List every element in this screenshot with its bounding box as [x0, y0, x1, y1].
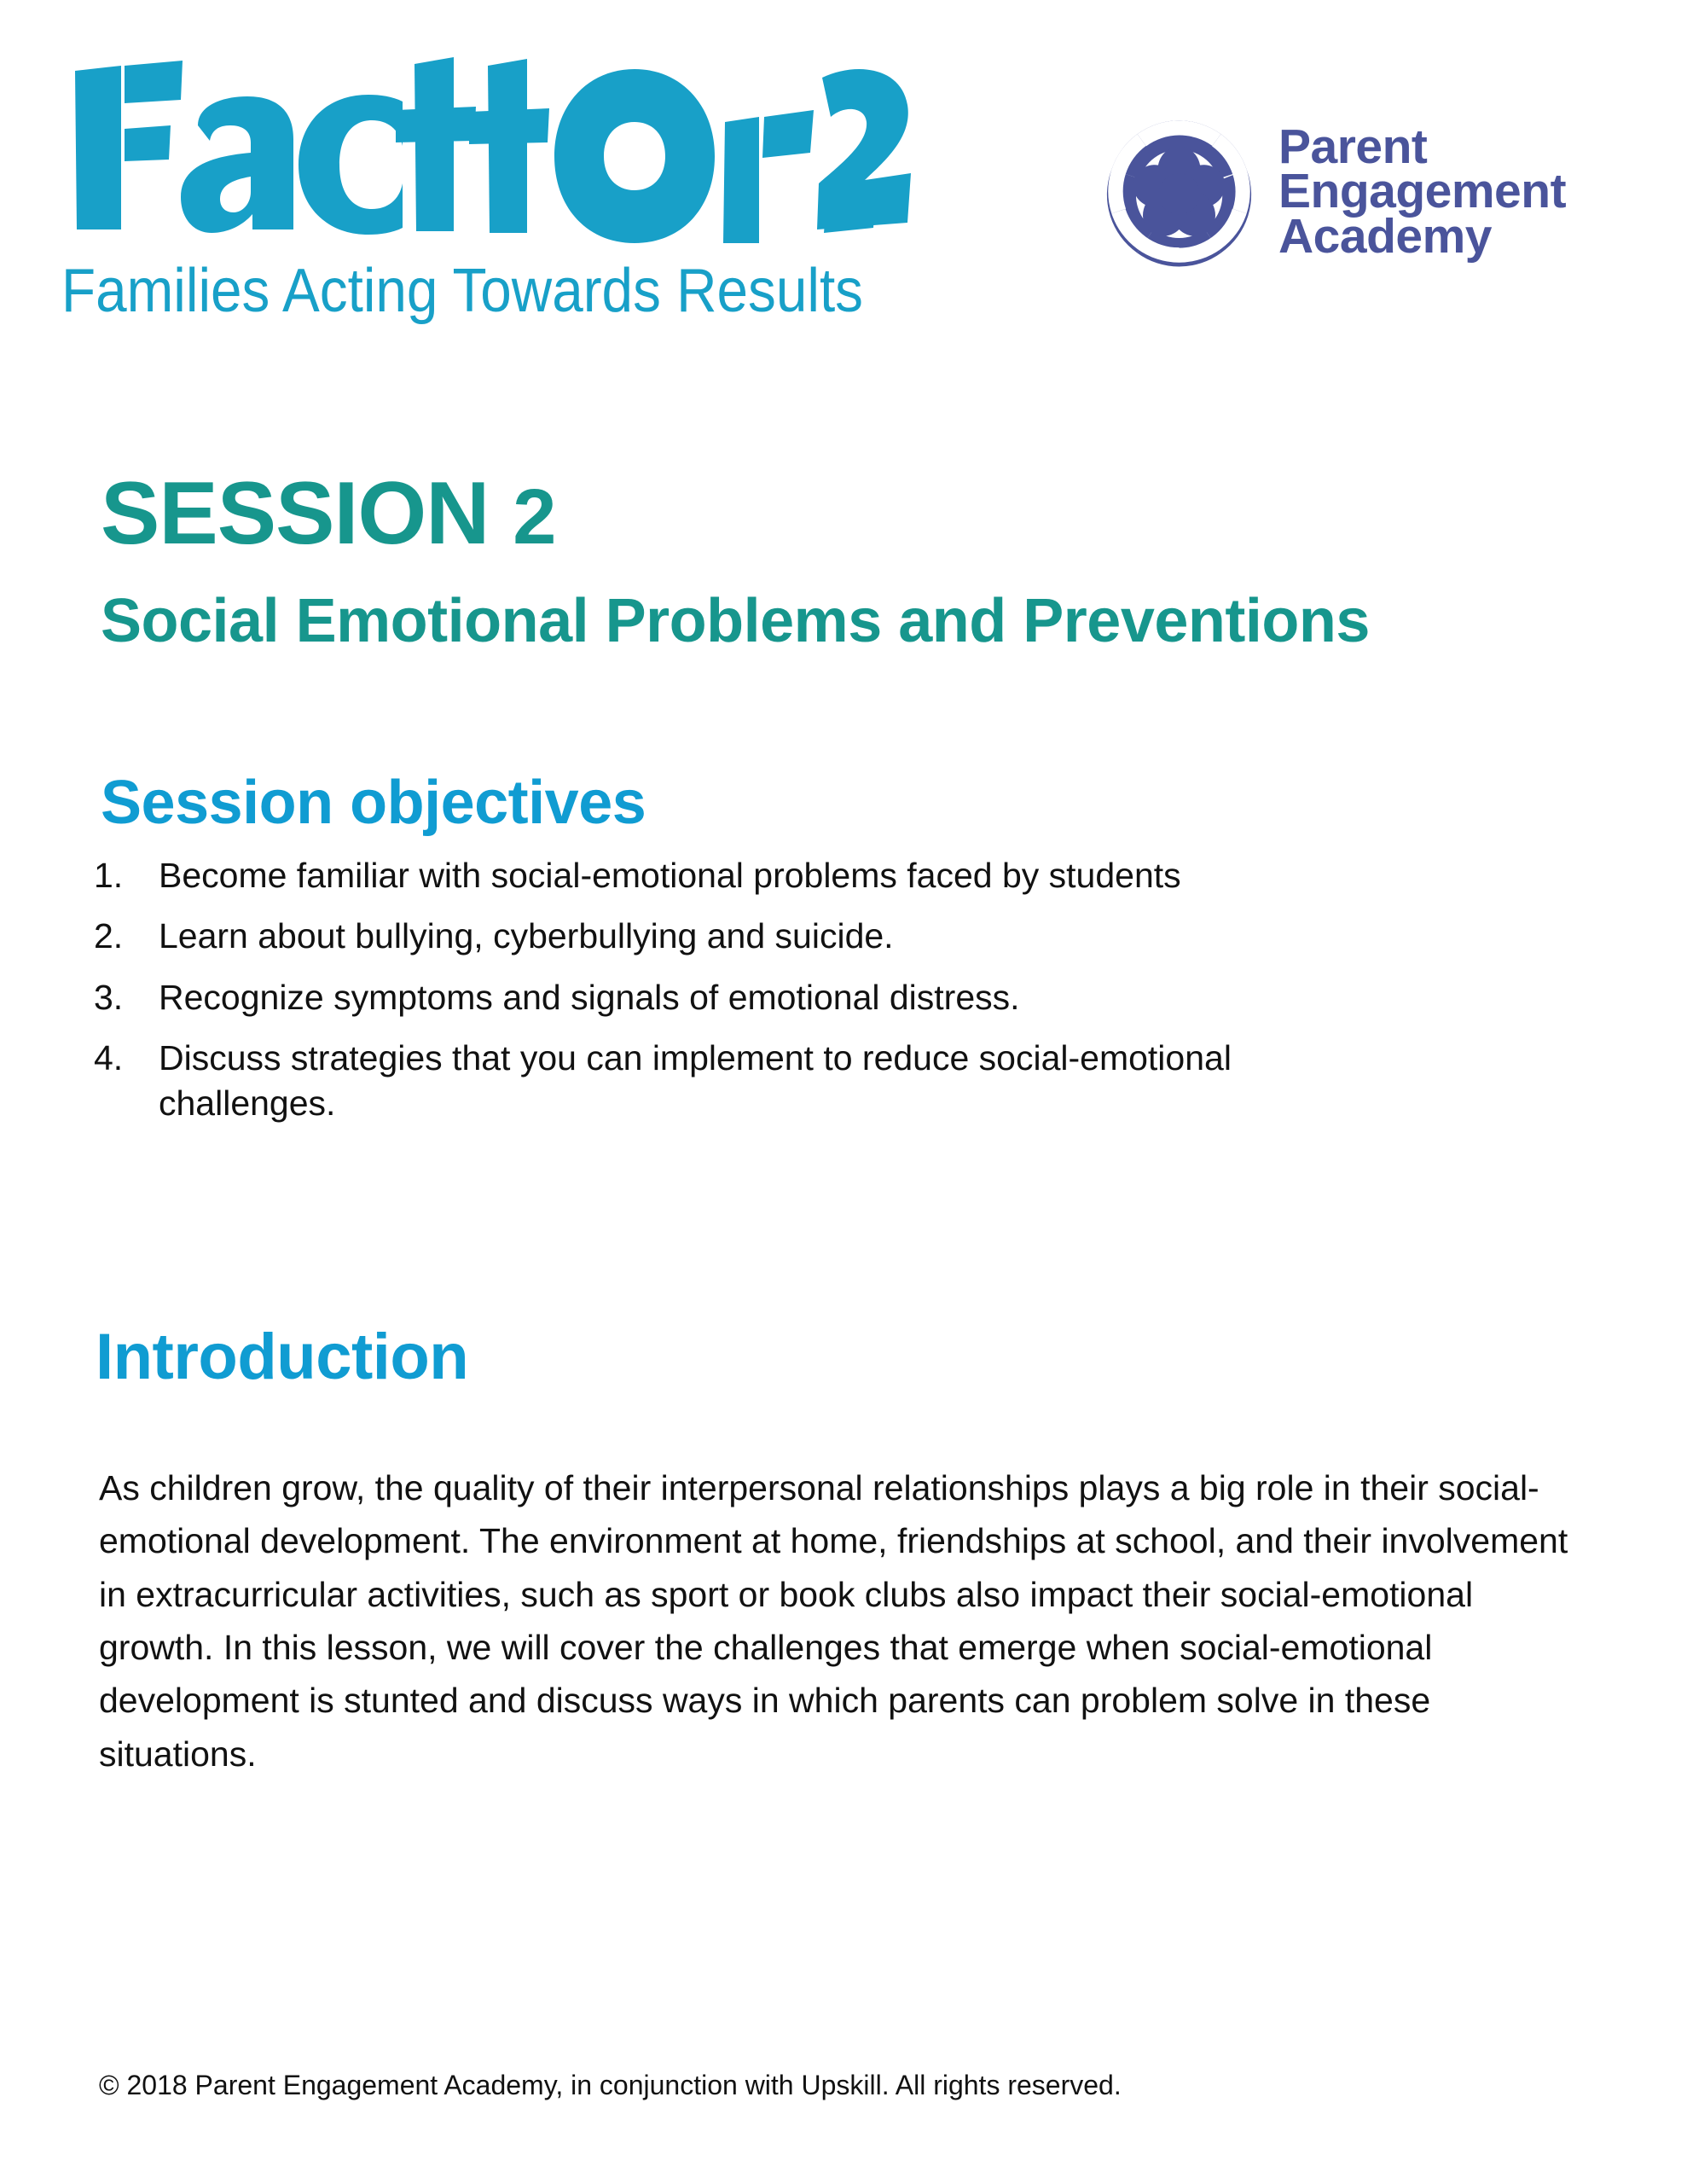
partner-wordmark [1278, 119, 1567, 264]
page-title [101, 463, 556, 563]
list-item-number: 1. [94, 856, 124, 895]
list-item-text: Learn about bullying, cyberbullying and suicide. [159, 916, 894, 956]
document-header [0, 0, 1687, 392]
partner-logo [1100, 119, 1566, 270]
partner-line-2: Engagement [1278, 164, 1567, 219]
session-subtitle: Social Emotional Problems and Preventions [101, 586, 1370, 655]
list-item [94, 853, 1544, 897]
factor2-tagline [61, 255, 880, 328]
factor2-logo-icon [61, 47, 914, 252]
objectives-heading: Session objectives [101, 768, 646, 837]
list-item [94, 914, 1544, 958]
introduction-body: As children grow, the quality of their interpersonal relationships plays a big role in their social-emotional development. The environment at home, friendships at school, and their involvement in extracurricular activities, such as sport or book clubs also impact their social-emotional growth. In this lesson, we will cover the challenges that emerge when social-emotional development is stunted and discuss ways in which parents can problem solve in these situations. [99, 1468, 1568, 1774]
list-item-number: 2. [94, 916, 124, 956]
footer-copyright: © 2018 Parent Engagement Academy, in conjunction with Upskill. All rights reserved. [99, 2070, 1122, 2100]
partner-line-3: Academy [1278, 208, 1492, 264]
factor2-tagline-text: Families Acting Towards Results [61, 257, 863, 325]
list-item-number: 3. [94, 977, 124, 1017]
list-item [94, 1036, 1544, 1125]
introduction-heading: Introduction [96, 1321, 469, 1394]
rosette-flower-icon [1100, 113, 1258, 270]
list-item-number: 4. [94, 1038, 124, 1078]
list-item-text: Discuss strategies that you can implement to reduce social-emotional challenges. [159, 1038, 1232, 1123]
session-number: 2 [513, 473, 556, 561]
objectives-list [94, 853, 1544, 1141]
list-item-text: Recognize symptoms and signals of emotional distress. [159, 977, 1020, 1017]
list-item [94, 975, 1544, 1019]
factor2-brand-block [61, 47, 965, 328]
partner-line-1: Parent [1278, 119, 1428, 174]
session-label: SESSION [101, 463, 490, 563]
list-item-text: Become familiar with social-emotional problems faced by students [159, 856, 1181, 895]
